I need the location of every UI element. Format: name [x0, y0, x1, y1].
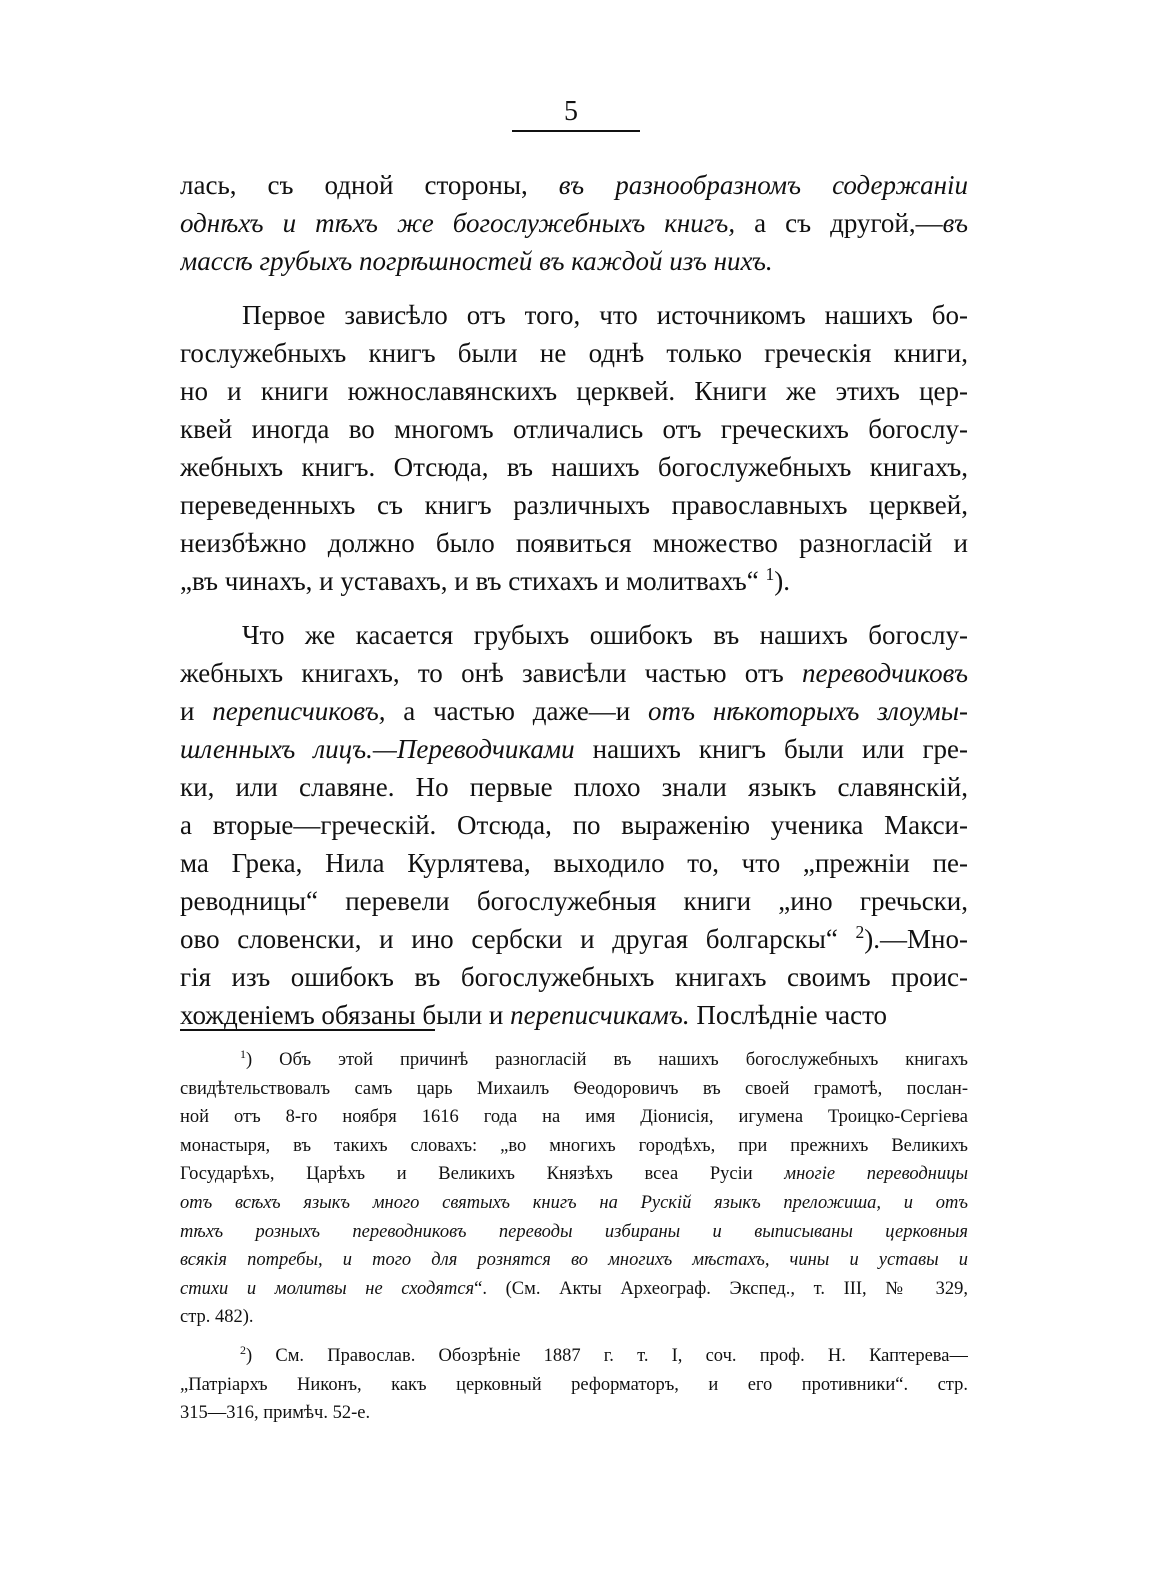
footnote — [180, 1046, 968, 1332]
text-line: хожденiемъ обязаны были и переписчикамъ. Послѣднiе часто — [180, 1000, 888, 1030]
footnote-marker: 1 — [765, 564, 775, 584]
text-line: но и книги южнославянскихъ церквей. Книги же этихъ цер- — [180, 376, 968, 406]
text-line: ной отъ 8-го ноября 1616 года на имя Дiонисiя, игумена Троицко-Сергiева — [180, 1107, 968, 1128]
text-line: однѣхъ и тѣхъ же богослужебныхъ книгъ, а съ другой,—въ — [180, 208, 968, 238]
text-line: $^2$) См. Православ. Обозрѣнiе 1887 г. т. I, соч. проф. Н. Каптерева— — [240, 1342, 968, 1366]
header-rule — [512, 130, 640, 132]
text-line: шленныхъ лицъ.—Переводчиками нашихъ книгъ были или гре- — [180, 734, 968, 764]
text-line: гiя изъ ошибокъ въ богослужебныхъ книгахъ своимъ проис- — [180, 962, 968, 992]
text-line: $^1$) Объ этой причинѣ разногласiй въ нашихъ богослужебныхъ книгахъ — [240, 1046, 968, 1070]
text-line: жебныхъ книгахъ, то онѣ зависѣли частью отъ переводчиковъ — [180, 658, 968, 688]
main-text — [180, 166, 968, 1034]
italic-text: стихи и молитвы не сходятся — [180, 1278, 475, 1299]
footnote-marker: 1 — [240, 1046, 247, 1061]
italic-text: шленныхъ лицъ.—Переводчиками — [180, 734, 575, 764]
italic-text: въ разнообразномъ содержанiи — [558, 170, 968, 200]
text-line: 315—316, примѣч. 52-е. — [180, 1403, 371, 1424]
italic-text: многiе переводницы — [784, 1164, 968, 1185]
footnotes — [180, 1046, 968, 1428]
italic-text: всякiя потребы, и того для рознятся во многихъ мѣстахъ, чины и уставы и — [180, 1250, 968, 1271]
page-number: 5 — [564, 96, 578, 127]
footnote-rule — [180, 1029, 435, 1031]
footnote-marker: 2 — [240, 1342, 247, 1357]
text-line: ки, или славяне. Но первые плохо знали языкъ славянскiй, — [180, 772, 968, 802]
italic-text: однѣхъ и тѣхъ же богослужебныхъ книгъ, — [180, 208, 736, 238]
text-line: стихи и молитвы не сходятся“. (См. Акты Археограф. Экспед., т. III, № 329, — [180, 1278, 968, 1299]
text-line — [180, 1189, 968, 1218]
text-line: лась, съ одной стороны, въ разнообразномъ содержанiи — [180, 170, 968, 200]
text-line: гослужебныхъ книгъ были не однѣ только греческiя книги, — [180, 338, 968, 368]
text-line: ово словенски, и ино сербски и другая болгарскы“ $^2$).—Мно- — [180, 922, 968, 954]
text-line: „Патрiархъ Никонъ, какъ церковный реформаторъ, и его противники“. стр. — [180, 1374, 968, 1395]
footnote-marker: 2 — [855, 922, 865, 942]
paragraph — [180, 616, 968, 1034]
text-line: Государѣхъ, Царѣхъ и Великихъ Князѣхъ всеа Русiи многiе переводницы — [180, 1164, 968, 1185]
text-line: и переписчиковъ, а частью даже—и отъ нѣкоторыхъ злоумы- — [180, 696, 968, 726]
text-line — [180, 1246, 968, 1275]
text-line: монастыря, въ такихъ словахъ: „во многихъ городѣхъ, при прежнихъ Великихъ — [180, 1135, 968, 1156]
italic-text: отъ нѣкоторыхъ злоумы- — [648, 696, 968, 726]
text-line: Что же касается грубыхъ ошибокъ въ нашихъ богослу- — [242, 620, 968, 650]
text-line: Первое зависѣло отъ того, что источникомъ нашихъ бо- — [242, 300, 968, 330]
text-line: а вторые—греческiй. Отсюда, по выраженiю ученика Макси- — [180, 810, 968, 840]
italic-text: переписчиковъ, — [212, 696, 386, 726]
text-line: переведенныхъ съ книгъ различныхъ православныхъ церквей, — [180, 490, 968, 520]
text-line: жебныхъ книгъ. Отсюда, въ нашихъ богослужебныхъ книгахъ, — [180, 452, 968, 482]
text-line: неизбѣжно должно было появиться множество разногласiй и — [180, 528, 968, 558]
text-line: квей иногда во многомъ отличались отъ греческихъ богослу- — [180, 414, 968, 444]
italic-text: тѣхъ розныхъ переводниковъ переводы избираны и выписываны церковныя — [180, 1221, 968, 1242]
text-line: „въ чинахъ, и уставахъ, и въ стихахъ и молитвахъ“ $^1$). — [180, 564, 791, 596]
text-line: реводницы“ перевели богослужебныя книги „ино гречьски, — [180, 886, 968, 916]
italic-text: переводчиковъ — [802, 658, 968, 688]
italic-text: переписчикамъ. — [510, 1000, 690, 1030]
paragraph — [180, 296, 968, 600]
text-line: ма Грека, Нила Курлятева, выходило то, что „прежнiи пе- — [180, 848, 968, 878]
paragraph — [180, 166, 968, 280]
footnote — [180, 1342, 968, 1428]
text-line — [180, 242, 968, 280]
italic-text: массѣ грубыхъ погрѣшностей въ каждой изъ нихъ. — [180, 246, 773, 276]
text-line: свидѣтельствовалъ самъ царь Михаилъ Ѳеодоровичъ въ своей грамотѣ, послан- — [180, 1078, 968, 1099]
italic-text: въ — [942, 208, 968, 238]
text-line: стр. 482). — [180, 1307, 254, 1328]
italic-text: отъ всѣхъ языкъ много святыхъ книгъ на Рускiй языкъ преложиша, и отъ — [180, 1192, 968, 1213]
text-line — [180, 1218, 968, 1247]
